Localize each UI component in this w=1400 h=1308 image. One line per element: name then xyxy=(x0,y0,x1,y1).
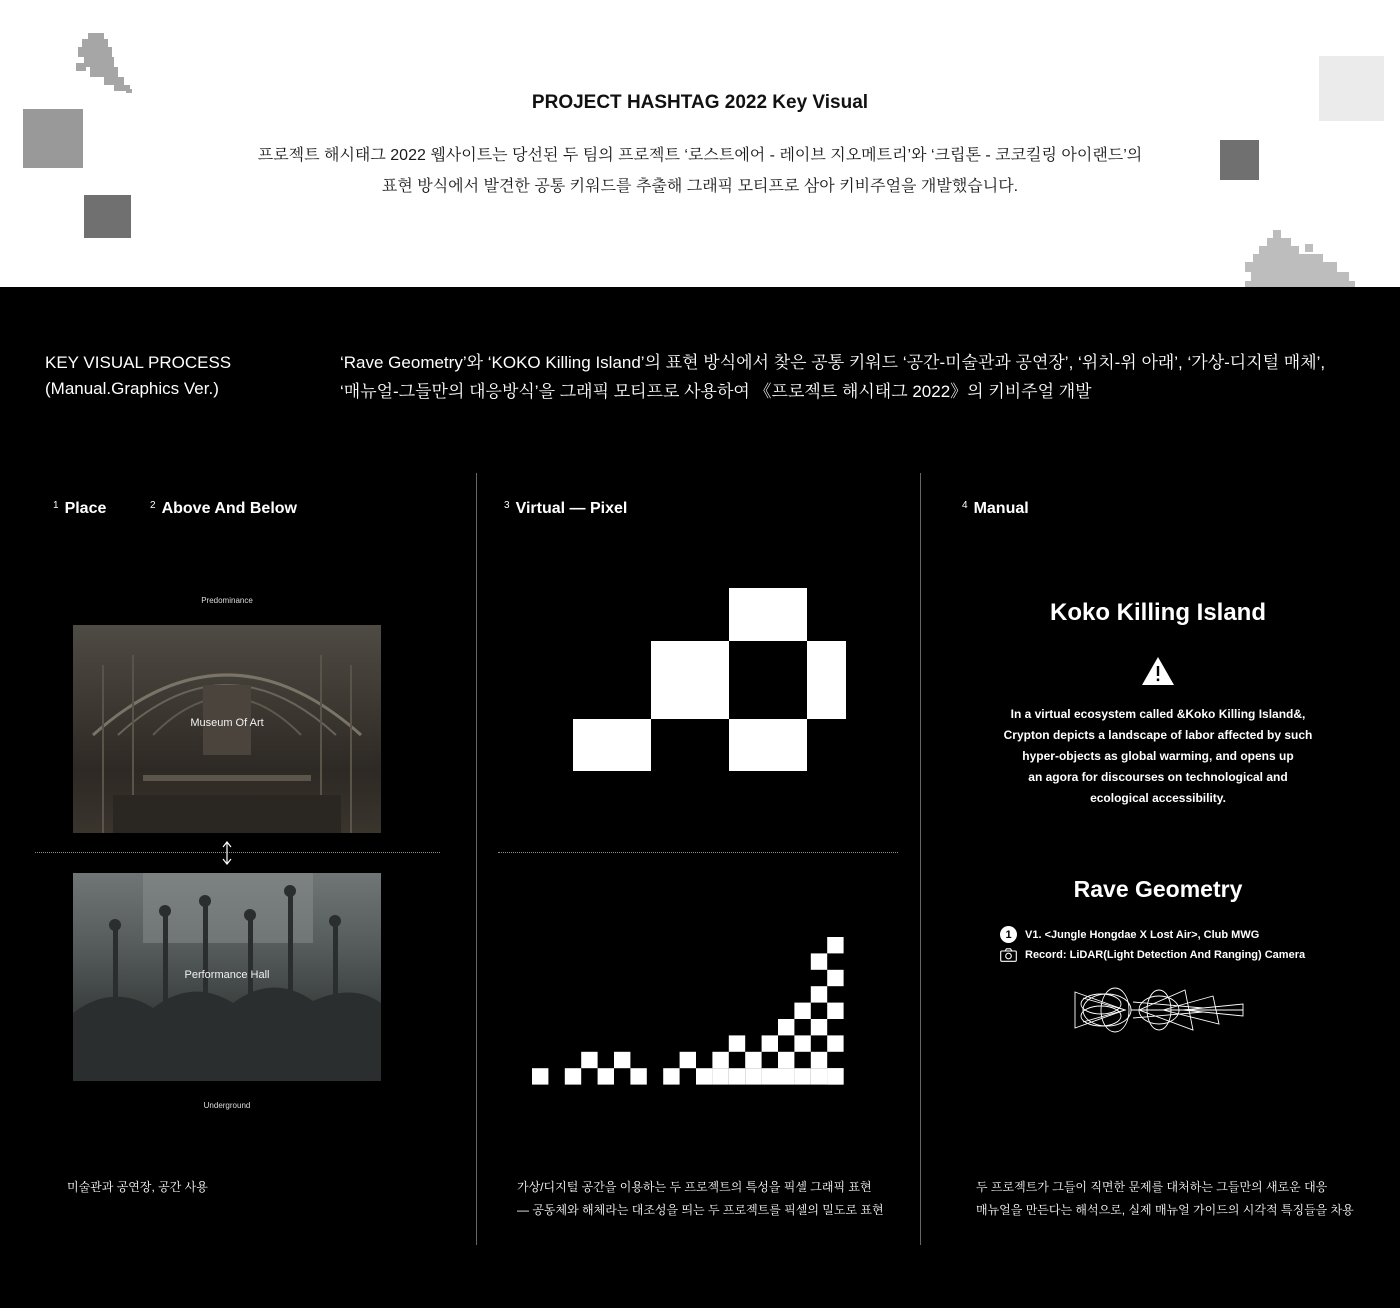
place-caption: 미술관과 공연장, 공간 사용 xyxy=(67,1180,208,1194)
pixel-cell xyxy=(794,1068,810,1084)
manual-caption xyxy=(976,1176,1354,1222)
koko-killing-island-title: Koko Killing Island xyxy=(1049,599,1266,626)
pixel-blob-decoration-right xyxy=(1245,230,1355,287)
predominance-caption: Predominance xyxy=(201,596,253,605)
koko-desc-line: ecological accessibility. xyxy=(1090,791,1226,805)
pixel-cell xyxy=(778,1068,794,1084)
up-down-arrow-icon xyxy=(221,840,233,866)
pixel-cell xyxy=(712,1068,728,1084)
header-description xyxy=(0,140,1400,202)
pixel-cell xyxy=(778,1052,794,1068)
pixel-cell xyxy=(762,1068,778,1084)
pixel-cell xyxy=(598,1068,614,1084)
dotted-divider xyxy=(35,852,440,853)
page-title: PROJECT HASHTAG 2022 Key Visual xyxy=(531,92,869,113)
pixel-blob-decoration xyxy=(74,33,134,95)
museum-arch-illustration xyxy=(73,625,381,833)
manual-caption-line: 매뉴얼을 만든다는 해석으로, 실제 매뉴얼 가이드의 시각적 특징들을 차용 xyxy=(976,1203,1354,1217)
pixel-cell xyxy=(745,1068,761,1084)
pixel-cell xyxy=(680,1052,696,1068)
pixel-cell xyxy=(811,953,827,969)
lidar-diagram-illustration xyxy=(1073,982,1245,1038)
process-description xyxy=(340,348,1360,406)
process-desc-line: ‘매뉴얼-그들만의 대응방식’을 그래픽 모티프로 사용하여 《프로젝트 해시태그 2022》의 키비주얼 개발 xyxy=(340,382,1092,401)
pixel-cell xyxy=(663,1068,679,1084)
koko-desc-line: Crypton depicts a landscape of labor affected by such xyxy=(1003,728,1313,742)
header-desc-line: 프로젝트 해시태그 2022 웹사이트는 당선된 두 팀의 프로젝트 ‘로스트에어 - 레이브 지오메트리’와 ‘크립톤 - 코코킬링 아이랜드’의 xyxy=(257,147,1143,164)
pixel-cell xyxy=(827,970,843,986)
pixel-cell xyxy=(532,1068,548,1084)
koko-description xyxy=(990,704,1326,809)
header-section xyxy=(0,0,1400,287)
virtual-caption-line: — 공동체와 해체라는 대조성을 띄는 두 프로젝트를 픽셀의 밀도로 표현 xyxy=(517,1203,884,1217)
pixel-cell xyxy=(827,1035,843,1051)
process-title xyxy=(45,350,231,402)
koko-desc-line: hyper-objects as global warming, and opens up xyxy=(1022,749,1294,763)
rave-record-line xyxy=(1000,948,1305,962)
pixel-cell xyxy=(794,1003,810,1019)
pixel-cell xyxy=(811,1019,827,1035)
pixel-cell xyxy=(827,1003,843,1019)
performance-hall-photo xyxy=(73,873,381,1081)
section-label-above-below: $^2$ Above And Below xyxy=(150,500,297,517)
pixel-cell xyxy=(729,1035,745,1051)
column-divider xyxy=(920,473,921,1245)
museum-label: Museum Of Art xyxy=(190,717,264,729)
pixel-cell xyxy=(794,1035,810,1051)
pixel-cell xyxy=(614,1052,630,1068)
process-title-line: KEY VISUAL PROCESS xyxy=(45,353,232,372)
column-divider xyxy=(476,473,477,1245)
section-label-virtual: $^3$ Virtual — Pixel xyxy=(504,500,628,517)
pixel-cell xyxy=(827,1068,843,1084)
process-subtitle: (Manual.Graphics Ver.) xyxy=(45,379,219,398)
pixel-cell xyxy=(778,1019,794,1035)
museum-photo xyxy=(73,625,381,833)
pixel-cell xyxy=(630,1068,646,1084)
pixel-cell xyxy=(811,986,827,1002)
pixel-cell xyxy=(827,937,843,953)
manual-caption-line: 두 프로젝트가 그들이 직면한 문제를 대처하는 그들만의 새로운 대응 xyxy=(976,1180,1328,1194)
header-desc-line: 표현 방식에서 발견한 공통 키워드를 추출해 그래픽 모티프로 삼아 키비주얼을 개발했습니다. xyxy=(381,178,1019,195)
warning-icon xyxy=(1141,656,1175,686)
rave-version-line xyxy=(1000,926,1259,943)
pixel-cell xyxy=(696,1068,712,1084)
virtual-caption-line: 가상/디지털 공간을 이용하는 두 프로젝트의 특성을 픽셀 그래픽 표현 xyxy=(517,1180,872,1194)
virtual-caption xyxy=(517,1176,884,1222)
section-label-manual: $^4$ Manual xyxy=(962,500,1029,517)
pixel-cell xyxy=(811,1068,827,1084)
pixel-cell xyxy=(712,1052,728,1068)
process-desc-line: ‘Rave Geometry’와 ‘KOKO Killing Island’의 표현 방식에서 찾은 공통 키워드 ‘공간-미술관과 공연장’, ‘위치-위 아래’, ‘가상-디지털 매체’, xyxy=(340,353,1326,372)
pixel-cell xyxy=(581,1052,597,1068)
section-label-place: $^1$ Place xyxy=(53,500,107,517)
rave-version-text: V1. <Jungle Hongdae X Lost Air>, Club MWG xyxy=(1025,928,1260,941)
pixel-cell xyxy=(762,1035,778,1051)
koko-desc-line: an agora for discourses on technological and xyxy=(1028,770,1288,784)
number-badge: 1 xyxy=(1000,926,1017,943)
pixel-wave-motif xyxy=(532,937,846,1085)
pixel-motif-large xyxy=(573,588,846,771)
rave-geometry-title: Rave Geometry xyxy=(1073,876,1243,902)
pixel-cell xyxy=(565,1068,581,1084)
camera-icon xyxy=(1000,948,1017,962)
underground-caption: Underground xyxy=(203,1101,251,1110)
pixel-cell xyxy=(729,1068,745,1084)
rave-record-text: Record: LiDAR(Light Detection And Ranging) Camera xyxy=(1025,949,1306,961)
performance-hall-label: Performance Hall xyxy=(184,969,270,981)
koko-desc-line: In a virtual ecosystem called &Koko Killing Island&, xyxy=(1010,707,1306,721)
pixel-cell xyxy=(745,1052,761,1068)
pixel-cell xyxy=(811,1052,827,1068)
dotted-divider xyxy=(498,852,898,853)
